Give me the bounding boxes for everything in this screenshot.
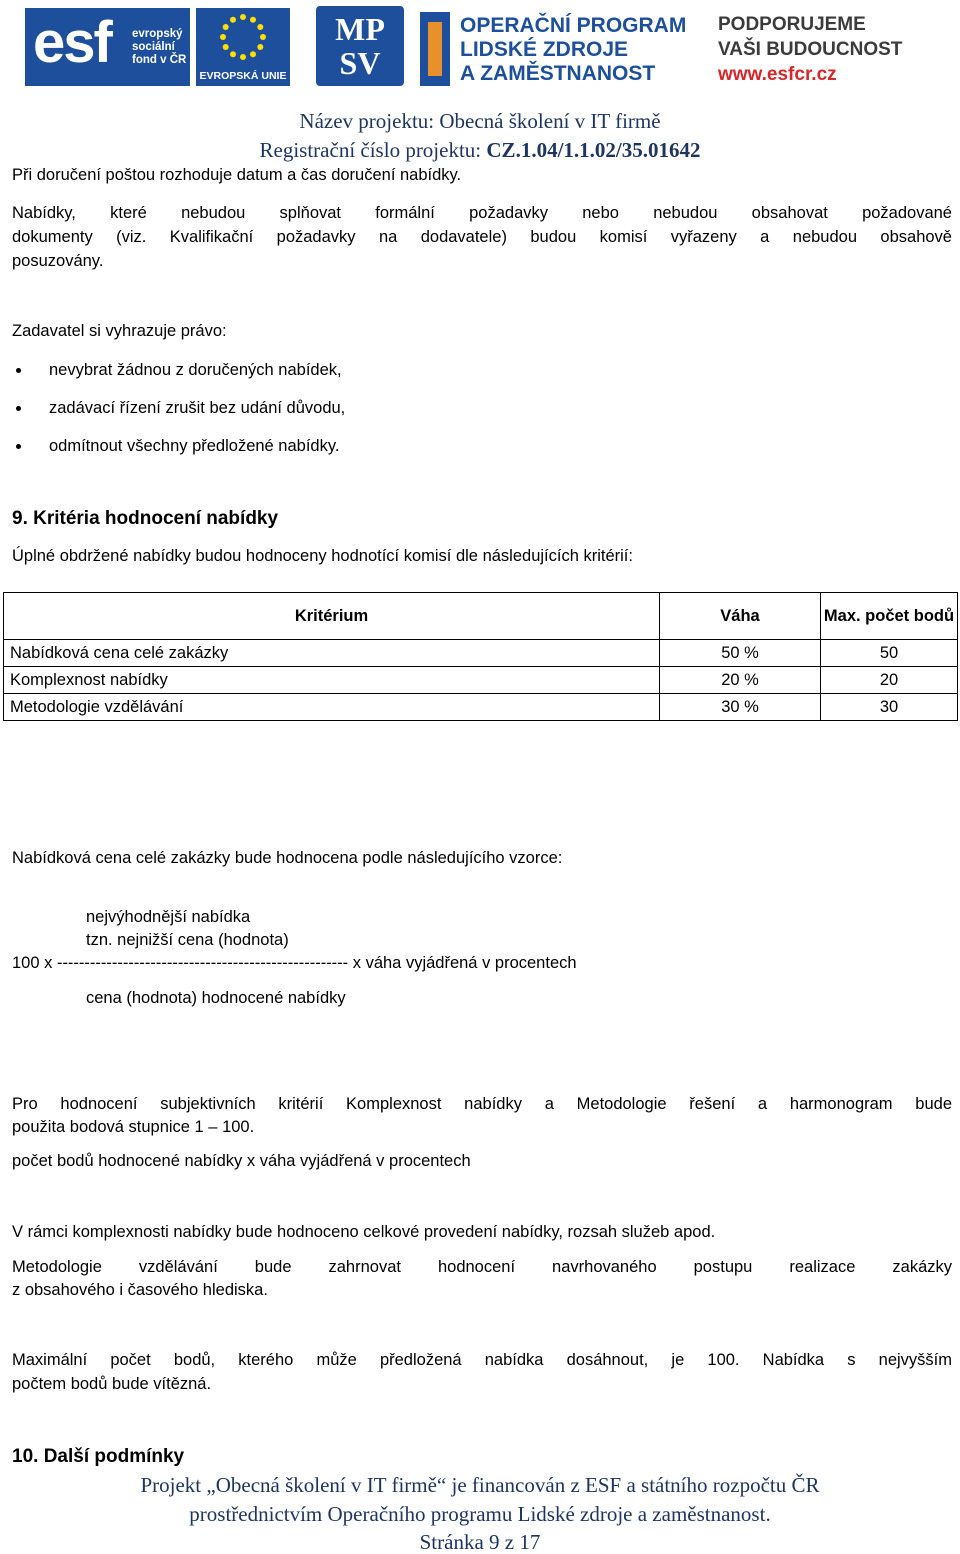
bullet-text: zadávací řízení zrušit bez udání důvodu,: [49, 399, 346, 417]
paragraph-offers-line: Nabídky, které nebudou splňovat formální požadavky nebo nebudou obsahovat požadované: [12, 204, 952, 222]
paragraph-max-points-line: počtem bodů bude vítězná.: [12, 1375, 212, 1393]
column-header-weight: Váha: [660, 593, 821, 640]
paragraph-points-formula: počet bodů hodnocené nabídky x váha vyjádřená v procentech: [12, 1152, 471, 1170]
paragraph-subjective-line: Pro hodnocení subjektivních kritérií Komplexnost nabídky a Metodologie řešení a harmonogram bude: [12, 1095, 952, 1113]
eu-flag-logo: [196, 8, 290, 86]
formula-numerator-line: nejvýhodnější nabídka: [86, 908, 251, 926]
bullet-icon: [16, 368, 21, 373]
paragraph-methodology-line: z obsahového i časového hlediska.: [12, 1281, 268, 1299]
paragraph-subjective-line: použita bodová stupnice 1 – 100.: [12, 1118, 255, 1136]
op-line: A ZAMĚSTNANOST: [460, 62, 656, 85]
podporujeme-logo: [718, 12, 948, 86]
esf-logo-text: esf: [33, 10, 111, 75]
cell-criterion: Metodologie vzdělávání: [4, 694, 660, 721]
podporujeme-line: VAŠI BUDOUCNOST: [718, 39, 903, 60]
table-row: [4, 667, 958, 694]
formula-main-line: 100 x ----------------------------------------------------- x váha vyjádřená v procentech: [12, 954, 577, 972]
bullet-icon: [16, 406, 21, 411]
eu-label: EVROPSKÁ UNIE: [199, 70, 287, 82]
op-lzz-logo: [420, 12, 695, 86]
cell-weight: 30 %: [660, 694, 821, 721]
paragraph-reserves: Zadavatel si vyhrazuje právo:: [12, 322, 227, 340]
bullet-text: odmítnout všechny předložené nabídky.: [49, 437, 340, 455]
esf-web-link[interactable]: www.esfcr.cz: [718, 64, 837, 85]
registration-number: [0, 138, 960, 162]
registration-code: CZ.1.04/1.1.02/35.01642: [486, 138, 701, 162]
op-line: LIDSKÉ ZDROJE: [460, 38, 629, 61]
logo-banner: [0, 0, 960, 95]
criteria-table: [3, 592, 958, 721]
mpsv-logo: [316, 6, 404, 86]
cell-criterion: Komplexnost nabídky: [4, 667, 660, 694]
table-row: [4, 694, 958, 721]
cell-criterion: Nabídková cena celé zakázky: [4, 640, 660, 667]
paragraph-offers-line: posuzovány.: [12, 252, 104, 270]
project-name: Název projektu: Obecná školení v IT firmě: [299, 109, 661, 133]
registration-label: Registrační číslo projektu:: [259, 138, 487, 162]
cell-weight: 20 %: [660, 667, 821, 694]
op-logo-mark-accent: [428, 22, 442, 76]
esf-sub-line: evropský: [132, 28, 183, 40]
bullet-icon: [16, 444, 21, 449]
cell-max-points: 50: [821, 640, 958, 667]
mpsv-line: SV: [339, 45, 381, 81]
paragraph-delivery: Při doručení poštou rozhoduje datum a čas doručení nabídky.: [12, 166, 462, 184]
esf-logo-subtitle: [132, 28, 186, 67]
paragraph-complete-offers: Úplné obdržené nabídky budou hodnoceny hodnotící komisí dle následujících kritérií:: [12, 547, 633, 565]
paragraph-formula-intro: Nabídková cena celé zakázky bude hodnocena podle následujícího vzorce:: [12, 849, 563, 867]
footer-funding-line: Projekt „Obecná školení v IT firmě“ je financován z ESF a státního rozpočtu ČR: [140, 1473, 820, 1497]
formula-numerator-line: tzn. nejnižší cena (hodnota): [86, 931, 289, 949]
section-heading-9: 9. Kritéria hodnocení nabídky: [12, 508, 279, 529]
bullet-text: nevybrat žádnou z doručených nabídek,: [49, 361, 342, 379]
esf-sub-line: fond v ČR: [132, 54, 187, 66]
cell-weight: 50 %: [660, 640, 821, 667]
column-header-criterion: Kritérium: [4, 593, 660, 640]
cell-max-points: 30: [821, 694, 958, 721]
podporujeme-line: PODPORUJEME: [718, 14, 866, 35]
table-row: [4, 640, 958, 667]
paragraph-complexity: V rámci komplexnosti nabídky bude hodnoceno celkové provedení nabídky, rozsah služeb apod.: [12, 1223, 716, 1241]
formula-denominator: cena (hodnota) hodnocené nabídky: [86, 989, 346, 1007]
paragraph-max-points-line: Maximální počet bodů, kterého může předložená nabídka dosáhnout, je 100. Nabídka s nejvyšším: [12, 1351, 952, 1369]
op-line: OPERAČNÍ PROGRAM: [460, 14, 687, 37]
cell-max-points: 20: [821, 667, 958, 694]
mpsv-line: MP: [335, 11, 385, 47]
column-header-max-points: Max. počet bodů: [821, 593, 958, 640]
table-header-row: [4, 593, 958, 640]
eu-stars-icon: [218, 12, 268, 62]
esf-logo: [25, 8, 190, 86]
footer-funding-line: prostřednictvím Operačního programu Lidské zdroje a zaměstnanost.: [189, 1502, 771, 1526]
esf-sub-line: sociální: [132, 41, 175, 53]
page-number: Stránka 9 z 17: [419, 1530, 541, 1554]
section-heading-10: 10. Další podmínky: [12, 1446, 185, 1467]
paragraph-offers-line: dokumenty (viz. Kvalifikační požadavky na dodavatele) budou komisí vyřazeny a nebudou obsahově: [12, 228, 952, 246]
paragraph-methodology-line: Metodologie vzdělávání bude zahrnovat hodnocení navrhovaného postupu realizace zakázky: [12, 1258, 952, 1276]
